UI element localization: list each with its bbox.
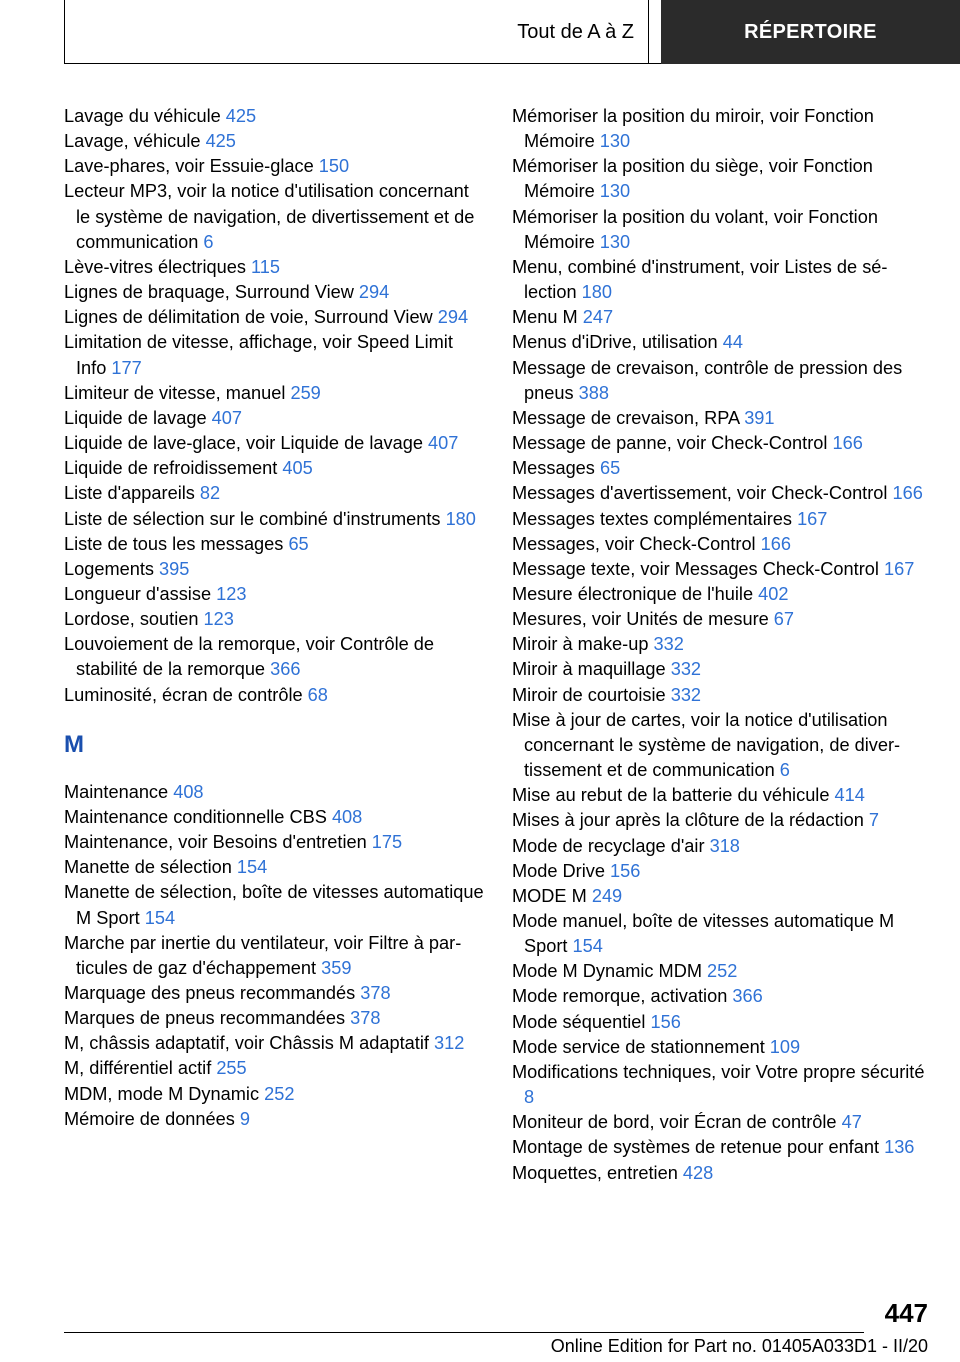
index-entry [64, 855, 484, 880]
index-term: Messages d'avertissement, voir Check-Control [512, 483, 893, 504]
page-link[interactable]: 109 [769, 1036, 801, 1057]
page-link[interactable]: 175 [371, 832, 403, 853]
index-entry [512, 305, 932, 330]
index-entry [64, 557, 484, 582]
index-entry [64, 381, 484, 406]
index-term: Liste d'appareils [64, 483, 200, 504]
index-term: Message texte, voir Messages Check-Control [512, 558, 884, 579]
index-term: Mise à jour de cartes, voir la notice d'utilisation concernant le système de navigation, de divertissement et de communication [512, 709, 901, 781]
index-term: Maintenance [64, 781, 174, 802]
index-entry [64, 456, 484, 481]
index-term: Liquide de lave-glace, voir Liquide de lavage [64, 433, 428, 454]
page-link[interactable]: 123 [216, 583, 247, 604]
index-term: Modifications techniques, voir Votre propre sécurité [512, 1061, 925, 1082]
index-entry [512, 1035, 932, 1060]
index-term: Mode remorque, activation [512, 986, 733, 1007]
page-link[interactable]: 366 [270, 659, 301, 680]
index-term: Louvoiement de la remorque, voir Contrôle de stabilité de la remorque [64, 634, 435, 680]
page-link[interactable]: 294 [437, 307, 469, 328]
index-term: Marche par inertie du ventilateur, voir Filtre à particules de gaz d'échappement [64, 932, 462, 978]
index-term: Messages textes complémentaires [512, 508, 798, 529]
index-list-m-continued [512, 104, 932, 1186]
index-term: Mémoire de données [64, 1108, 240, 1129]
page-link[interactable]: 408 [331, 806, 363, 827]
index-entry [64, 255, 484, 280]
page-number: 447 [884, 1298, 928, 1328]
index-term: Liste de sélection sur le combiné d'instruments [64, 508, 446, 529]
index-term: M, différentiel actif [64, 1058, 217, 1079]
index-term: Miroir à maquillage [512, 659, 671, 680]
index-term: Message de panne, voir Check-Control [512, 433, 833, 454]
index-entry [512, 1135, 932, 1160]
page-link[interactable]: 252 [707, 961, 738, 982]
index-entry [64, 931, 484, 981]
page-link[interactable]: 378 [360, 983, 391, 1003]
index-entry [64, 880, 484, 930]
page-link[interactable]: 255 [216, 1058, 247, 1079]
page-link[interactable]: 180 [445, 508, 476, 529]
page-link[interactable]: 154 [572, 936, 603, 957]
index-term: Maintenance, voir Besoins d'entretien [64, 832, 372, 853]
page-link[interactable]: 9 [239, 1108, 251, 1129]
index-entry [512, 104, 932, 154]
index-entry [64, 632, 484, 682]
page-link[interactable]: 408 [173, 781, 204, 802]
index-entry [512, 1110, 932, 1135]
index-entry [512, 406, 932, 431]
page-link[interactable]: 428 [682, 1162, 714, 1183]
index-term: Mode séquentiel [512, 1011, 651, 1032]
page-link[interactable]: 332 [653, 634, 684, 655]
index-term: Liquide de lavage [64, 407, 212, 428]
page-link[interactable]: 366 [732, 986, 763, 1007]
index-entry [512, 1060, 932, 1110]
index-entry [512, 984, 932, 1009]
page-link[interactable]: 7 [868, 810, 879, 831]
page-link[interactable]: 378 [350, 1008, 381, 1029]
page-link[interactable]: 332 [670, 659, 702, 680]
index-list-m [64, 780, 484, 1132]
page-link[interactable]: 130 [599, 231, 631, 252]
page-link[interactable]: 115 [251, 256, 281, 277]
index-entry [64, 780, 484, 805]
page-link[interactable]: 8 [524, 1087, 535, 1108]
index-term: Montage de systèmes de retenue pour enfant [512, 1137, 885, 1158]
page-link[interactable]: 294 [358, 282, 390, 303]
index-entry [512, 859, 932, 884]
page-link[interactable]: 177 [111, 357, 142, 378]
index-entry [512, 557, 932, 582]
index-column-left [64, 104, 484, 1132]
index-entry [512, 255, 932, 305]
index-entry [512, 959, 932, 984]
index-entry [512, 657, 932, 682]
index-term: Maintenance conditionnelle CBS [64, 806, 332, 827]
index-entry [64, 431, 484, 456]
page-link[interactable]: 388 [578, 382, 609, 403]
page-link[interactable]: 67 [773, 609, 795, 630]
page-link[interactable]: 156 [650, 1011, 681, 1032]
index-term: Lignes de braquage, Surround View [64, 282, 359, 303]
index-entry [64, 1056, 484, 1081]
index-entry [64, 1006, 484, 1031]
index-entry [512, 909, 932, 959]
index-term: Mises à jour après la clôture de la rédaction [512, 810, 869, 831]
index-term: Mise au rebut de la batterie du véhicule [512, 785, 835, 806]
index-entry [64, 582, 484, 607]
page-link[interactable]: 150 [318, 156, 350, 177]
page-link[interactable]: 425 [225, 106, 257, 126]
page-link[interactable]: 180 [581, 282, 612, 303]
index-term: Messages [512, 458, 600, 479]
page-link[interactable]: 402 [758, 583, 789, 604]
index-entry [64, 305, 484, 330]
index-entry [512, 456, 932, 481]
page-link[interactable]: 47 [841, 1112, 862, 1133]
index-term: Marques de pneus recommandées [64, 1008, 351, 1029]
page-link[interactable]: 65 [599, 458, 621, 479]
index-term: Lave-phares, voir Essuie-glace [64, 156, 319, 177]
section-letter: M [64, 730, 84, 758]
index-term: Message de crevaison, RPA [512, 407, 745, 428]
index-entry [512, 808, 932, 833]
index-term: Messages, voir Check-Control [512, 533, 761, 554]
index-entry [512, 708, 932, 783]
page-link[interactable]: 6 [779, 760, 790, 781]
index-term: Menu, combiné d'instrument, voir Listes de sélection [512, 256, 888, 303]
index-term: Mode de recyclage d'air [512, 835, 710, 856]
page-link[interactable]: 166 [892, 483, 923, 504]
index-entry [512, 783, 932, 808]
index-entry [64, 129, 484, 154]
index-term: Moquettes, entretien [512, 1162, 683, 1183]
index-term: Manette de sélection, boîte de vitesses automatique M Sport [64, 882, 484, 928]
index-entry [512, 154, 932, 204]
index-entry [64, 406, 484, 431]
index-term: Mesures, voir Unités de mesure [512, 609, 774, 630]
index-term: Luminosité, écran de contrôle [64, 684, 308, 705]
index-entry [512, 356, 932, 406]
index-term: Manette de sélection [64, 857, 237, 878]
page-link[interactable]: 318 [709, 835, 740, 856]
index-term: Mémoriser la position du volant, voir Fonction Mémoire [512, 206, 878, 252]
index-term: Mémoriser la position du miroir, voir Fonction Mémoire [512, 106, 874, 152]
index-entry [512, 582, 932, 607]
index-term: MODE M [512, 885, 592, 906]
index-term: Mode service de stationnement [512, 1036, 770, 1057]
page-link[interactable]: 414 [834, 785, 865, 806]
page-link[interactable]: 136 [884, 1137, 915, 1158]
index-term: Menus d'iDrive, utilisation [512, 332, 723, 353]
index-term: Logements [64, 558, 160, 579]
index-entry [64, 330, 484, 380]
index-entry [64, 507, 484, 532]
index-entry [512, 330, 932, 355]
index-term: Lignes de délimitation de voie, Surround View [64, 307, 438, 328]
index-entry [64, 683, 484, 708]
page-link[interactable]: 167 [883, 558, 915, 579]
index-term: Liste de tous les messages [64, 533, 289, 554]
index-term: M, châssis adaptatif, voir Châssis M adaptatif [64, 1033, 434, 1054]
index-list-l [64, 104, 484, 708]
index-term: Lavage, véhicule [64, 131, 206, 152]
index-term: Lavage du véhicule [64, 106, 226, 126]
page-link[interactable]: 130 [599, 181, 631, 202]
footer-edition: Online Edition for Part no. 01405A033D1 - II/20 [550, 1336, 928, 1356]
index-entry [64, 280, 484, 305]
index-term: Mesure électronique de l'huile [512, 583, 759, 604]
page-link[interactable]: 249 [591, 885, 623, 906]
index-entry [512, 607, 932, 632]
index-entry [64, 1031, 484, 1056]
page-link[interactable]: 166 [760, 533, 792, 554]
page-link[interactable]: 65 [288, 533, 309, 554]
index-term: Menu M [512, 307, 583, 328]
index-entry [512, 632, 932, 657]
page-link[interactable]: 130 [599, 131, 631, 152]
index-entry [512, 532, 932, 557]
index-entry [512, 507, 932, 532]
index-entry [64, 179, 484, 254]
index-entry [512, 205, 932, 255]
footer-divider [64, 1332, 864, 1333]
index-term: Miroir de courtoisie [512, 684, 671, 705]
page-link[interactable]: 44 [722, 332, 743, 353]
index-term: Moniteur de bord, voir Écran de contrôle [512, 1112, 842, 1133]
page-link[interactable]: 154 [236, 857, 268, 878]
page-link[interactable]: 407 [428, 433, 459, 454]
page-link[interactable]: 395 [159, 558, 190, 579]
page-link[interactable]: 312 [433, 1033, 465, 1054]
page-link[interactable]: 156 [610, 860, 641, 881]
index-entry [64, 104, 484, 129]
page-link[interactable]: 332 [670, 684, 702, 705]
index-entry [512, 1010, 932, 1035]
page-link[interactable]: 252 [264, 1083, 295, 1104]
index-term: Limitation de vitesse, affichage, voir Speed Limit Info [64, 332, 453, 378]
index-entry [64, 981, 484, 1006]
index-term: Mode M Dynamic MDM [512, 961, 708, 982]
page-link[interactable]: 259 [290, 382, 321, 403]
index-entry [64, 830, 484, 855]
index-entry [64, 154, 484, 179]
index-entry [64, 481, 484, 506]
index-term: Marquage des pneus recommandés [64, 983, 361, 1003]
index-term: Lecteur MP3, voir la notice d'utilisation concernant le système de navigation, de divertissement et de communication [64, 181, 475, 252]
index-term: MDM, mode M Dynamic [64, 1083, 265, 1104]
page-link[interactable]: 123 [203, 609, 234, 630]
page-link[interactable]: 6 [203, 231, 214, 252]
index-entry [512, 1161, 932, 1186]
index-entry [64, 607, 484, 632]
page-link[interactable]: 247 [582, 307, 614, 328]
section-title: Tout de A à Z [64, 0, 649, 64]
index-entry [512, 884, 932, 909]
index-term: Mode Drive [512, 860, 611, 881]
index-term: Message de crevaison, contrôle de pression des pneus [512, 357, 903, 403]
index-entry [64, 532, 484, 557]
index-term: Longueur d'assise [64, 583, 217, 604]
index-entry [512, 683, 932, 708]
index-entry [512, 431, 932, 456]
index-entry [512, 481, 932, 506]
index-term: Mode manuel, boîte de vitesses automatique M Sport [512, 911, 895, 957]
page-link[interactable]: 154 [144, 907, 176, 928]
page-link[interactable]: 405 [282, 458, 313, 479]
index-term: Lève-vitres électriques [64, 256, 252, 277]
page-link[interactable]: 68 [307, 684, 328, 705]
page-link[interactable]: 166 [832, 433, 863, 454]
index-column-right [512, 104, 932, 1186]
index-entry [64, 1107, 484, 1132]
index-entry [64, 805, 484, 830]
index-term: Limiteur de vitesse, manuel [64, 382, 291, 403]
chapter-tab: RÉPERTOIRE [661, 0, 960, 64]
index-entry [64, 1082, 484, 1107]
page-link[interactable]: 425 [205, 131, 236, 152]
page-link[interactable]: 391 [744, 407, 775, 428]
index-term: Miroir à make-up [512, 634, 654, 655]
index-term: Mémoriser la position du siège, voir Fonction Mémoire [512, 156, 873, 202]
page-link[interactable]: 82 [199, 483, 221, 504]
page-link[interactable]: 359 [321, 957, 352, 978]
index-term: Liquide de refroidissement [64, 458, 283, 479]
page-link[interactable]: 167 [797, 508, 828, 529]
index-term: Lordose, soutien [64, 609, 204, 630]
index-entry [512, 834, 932, 859]
page-link[interactable]: 407 [211, 407, 242, 428]
